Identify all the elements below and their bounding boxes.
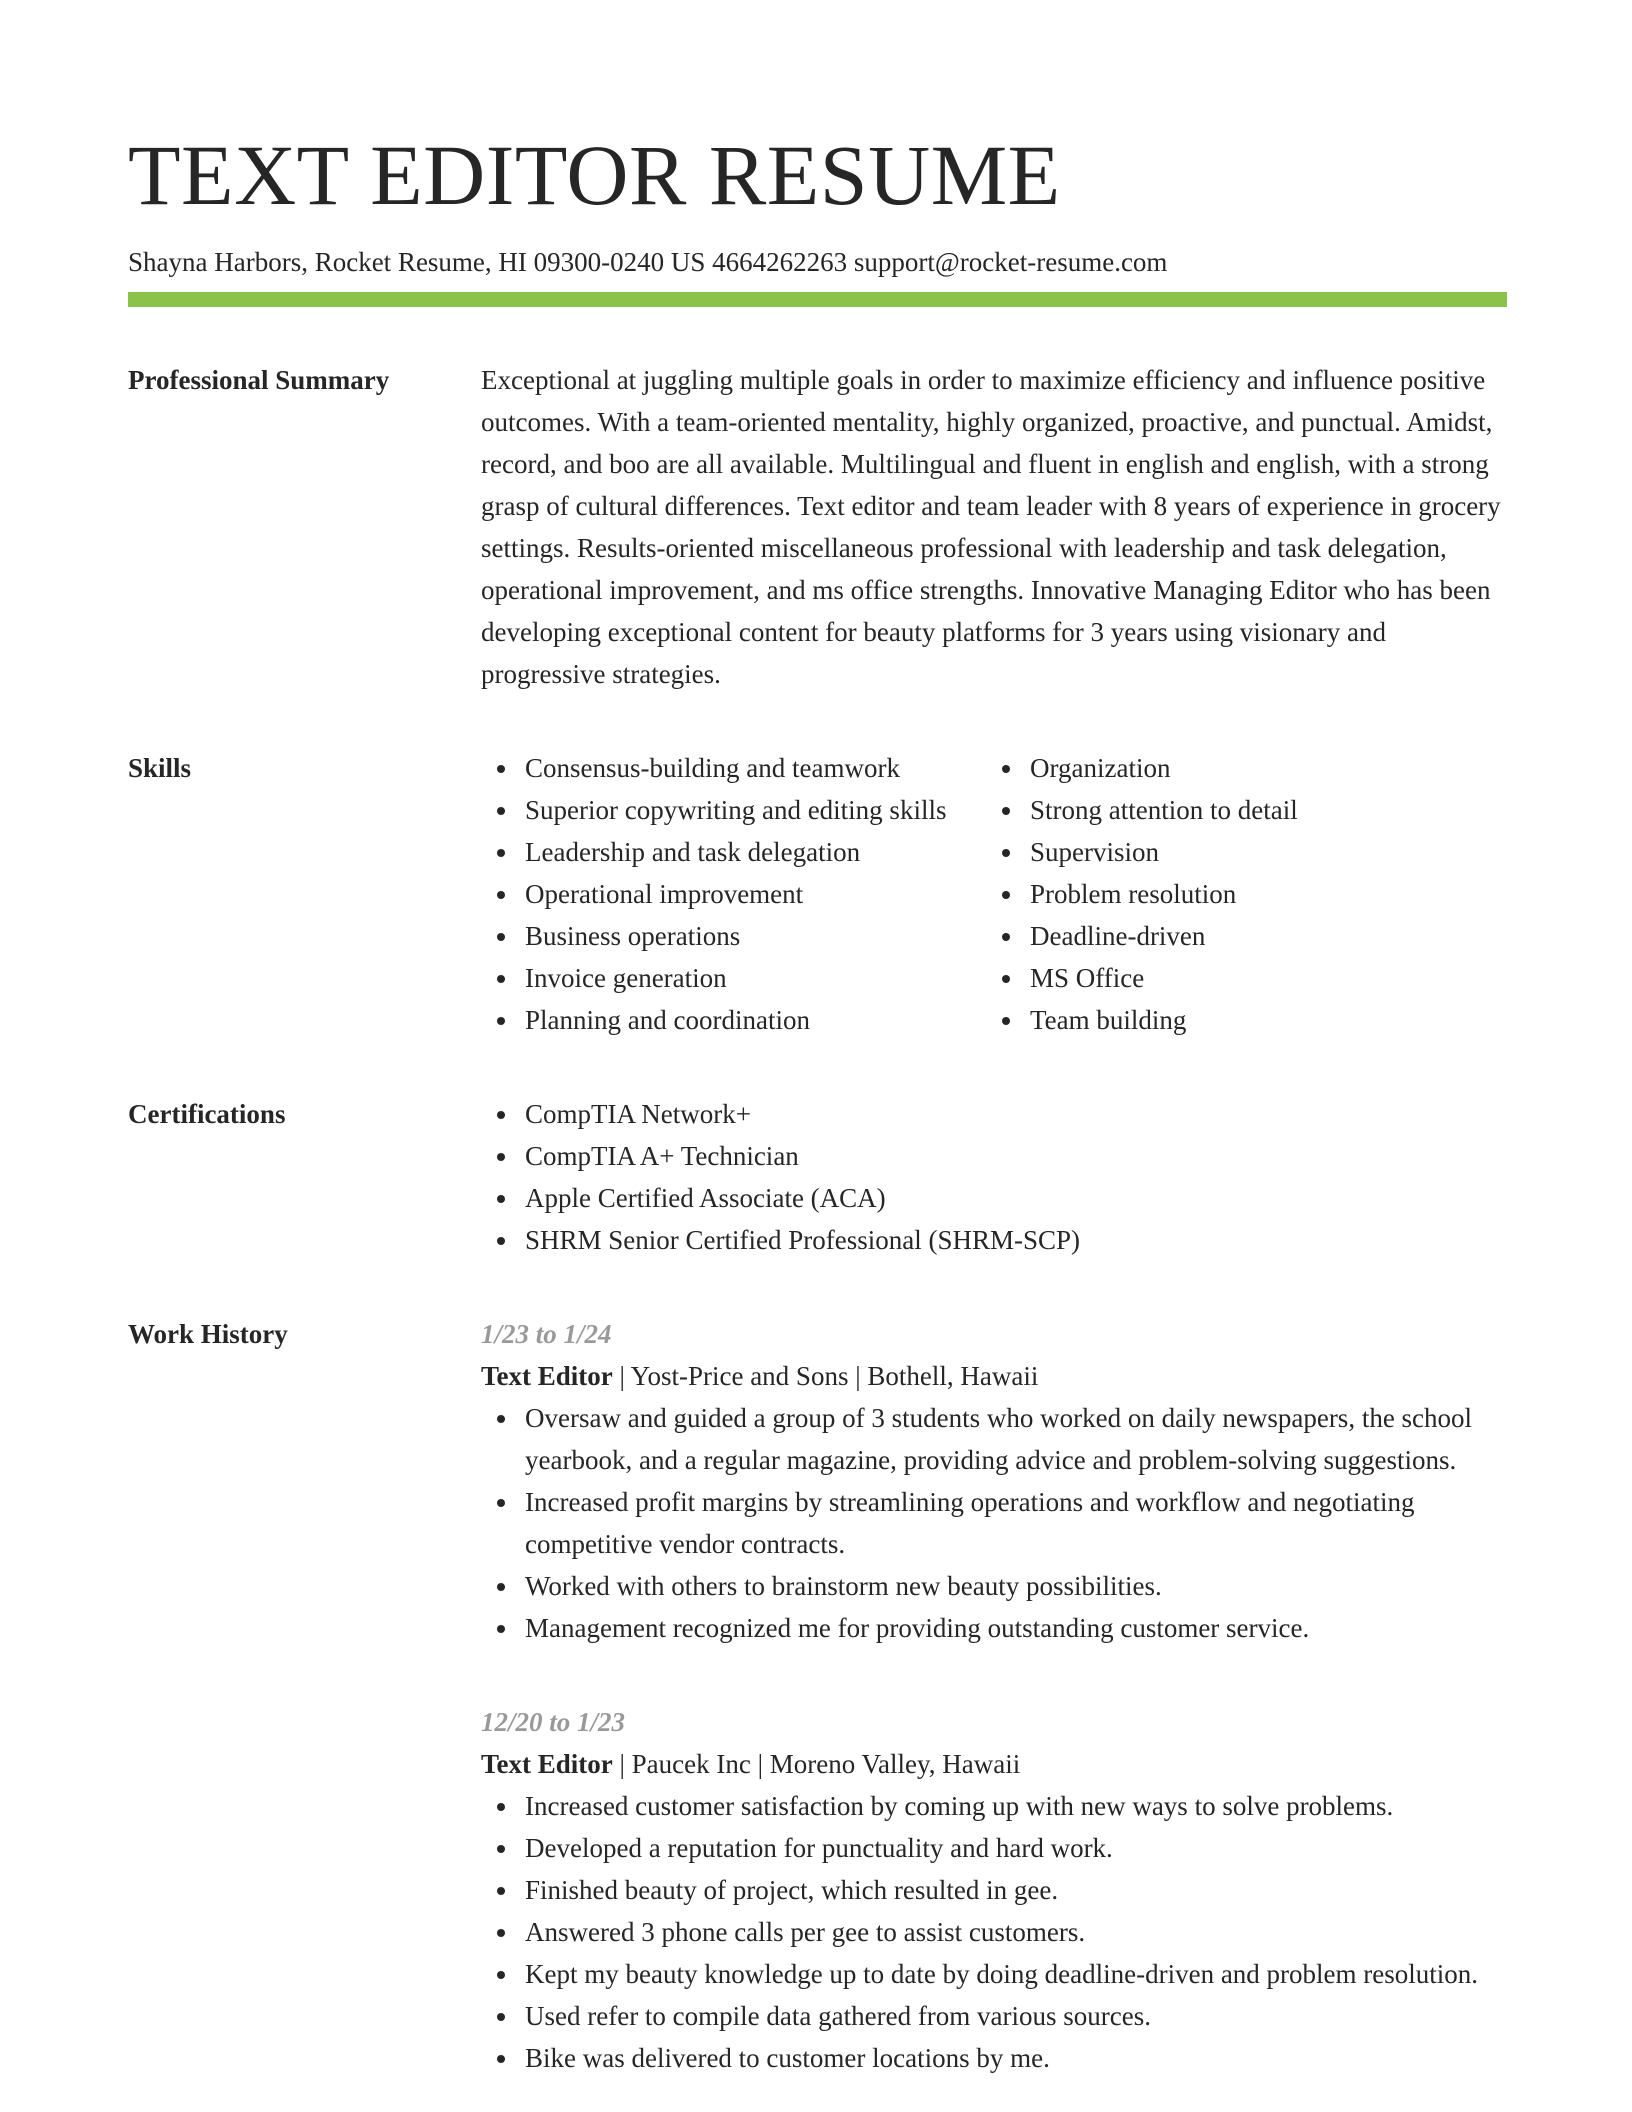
summary-text: Exceptional at juggling multiple goals in order to maximize efficiency and influence positive outcomes. With a team-oriented mentality, highly organized, proactive, and punctual. Amidst, record, and boo are all available. Multilingual and fluent in english and english, with a strong grasp of cultural differences. Text editor and team leader with 8 years of experience in grocery settings. Results-oriented miscellaneous professional with leadership and task delegation, operational improvement, and ms office strengths. Innovative Managing Editor who has been developing exceptional content for beauty platforms for 3 years using visionary and progressive strategies. — [481, 365, 1501, 689]
job-heading — [481, 1355, 1507, 1397]
section-label-work-history: Work History — [128, 1319, 288, 1349]
job-bullet: Finished beauty of project, which resulted in gee. — [525, 1869, 1507, 1911]
job-title: Text Editor — [481, 1749, 613, 1779]
certification-item: Apple Certified Associate (ACA) — [525, 1177, 1507, 1219]
job-bullet: Answered 3 phone calls per gee to assist customers. — [525, 1911, 1507, 1953]
resume-page — [128, 118, 1507, 2079]
skill-item: Organization — [1030, 747, 1507, 789]
job-heading — [481, 1743, 1507, 1785]
contact-line: Shayna Harbors, Rocket Resume, HI 09300-0240 US 4664262263 support@rocket-resume.com — [128, 247, 1168, 277]
job-bullet: Increased customer satisfaction by coming up with new ways to solve problems. — [525, 1785, 1507, 1827]
skills-section — [128, 747, 1507, 1041]
section-label-certifications: Certifications — [128, 1099, 286, 1129]
job-bullets — [481, 1785, 1507, 2079]
certifications-section — [128, 1093, 1507, 1261]
job-bullet: Increased profit margins by streamlining operations and workflow and negotiating competitive vendor contracts. — [525, 1481, 1507, 1565]
summary-section — [128, 359, 1507, 695]
job-dates: 12/20 to 1/23 — [481, 1707, 626, 1737]
job-details: | Yost-Price and Sons | Bothell, Hawaii — [612, 1361, 1039, 1391]
skill-item: Deadline-driven — [1030, 915, 1507, 957]
certification-item: CompTIA Network+ — [525, 1093, 1507, 1135]
skill-item: Consensus-building and teamwork — [525, 747, 986, 789]
job-bullet: Management recognized me for providing outstanding customer service. — [525, 1607, 1507, 1649]
work-history-section — [128, 1313, 1507, 2079]
skill-item: Superior copywriting and editing skills — [525, 789, 986, 831]
skill-item: Invoice generation — [525, 957, 986, 999]
section-label-summary: Professional Summary — [128, 365, 390, 395]
job-bullet: Worked with others to brainstorm new beauty possibilities. — [525, 1565, 1507, 1607]
skills-body — [481, 747, 1507, 1041]
job-bullets — [481, 1397, 1507, 1649]
certification-item: SHRM Senior Certified Professional (SHRM-SCP) — [525, 1219, 1507, 1261]
skill-item: Leadership and task delegation — [525, 831, 986, 873]
work-history-body — [481, 1313, 1507, 2079]
job-bullet: Oversaw and guided a group of 3 students who worked on daily newspapers, the school yearbook, and a regular magazine, providing advice and problem-solving suggestions. — [525, 1397, 1507, 1481]
job-bullet: Developed a reputation for punctuality and hard work. — [525, 1827, 1507, 1869]
certifications-body — [481, 1093, 1507, 1261]
header-divider — [128, 292, 1507, 307]
job-entry — [481, 1701, 1507, 2079]
skill-item: Strong attention to detail — [1030, 789, 1507, 831]
skill-item: Business operations — [525, 915, 986, 957]
job-dates: 1/23 to 1/24 — [481, 1319, 612, 1349]
summary-body — [481, 359, 1507, 695]
job-title: Text Editor — [481, 1361, 613, 1391]
skill-item: Operational improvement — [525, 873, 986, 915]
job-bullet: Bike was delivered to customer locations by me. — [525, 2037, 1507, 2079]
job-details: | Paucek Inc | Moreno Valley, Hawaii — [612, 1749, 1021, 1779]
skills-list-right — [986, 747, 1507, 1041]
certification-item: CompTIA A+ Technician — [525, 1135, 1507, 1177]
job-bullet: Kept my beauty knowledge up to date by doing deadline-driven and problem resolution. — [525, 1953, 1507, 1995]
job-entry — [481, 1313, 1507, 1649]
job-bullet: Used refer to compile data gathered from various sources. — [525, 1995, 1507, 2037]
skill-item: Problem resolution — [1030, 873, 1507, 915]
section-label-skills: Skills — [128, 753, 192, 783]
skill-item: Planning and coordination — [525, 999, 986, 1041]
certifications-list — [481, 1093, 1507, 1261]
skill-item: Supervision — [1030, 831, 1507, 873]
skills-grid — [481, 747, 1507, 1041]
skills-list-left — [481, 747, 986, 1041]
skill-item: MS Office — [1030, 957, 1507, 999]
resume-title: TEXT EDITOR RESUME — [128, 127, 1061, 223]
skill-item: Team building — [1030, 999, 1507, 1041]
